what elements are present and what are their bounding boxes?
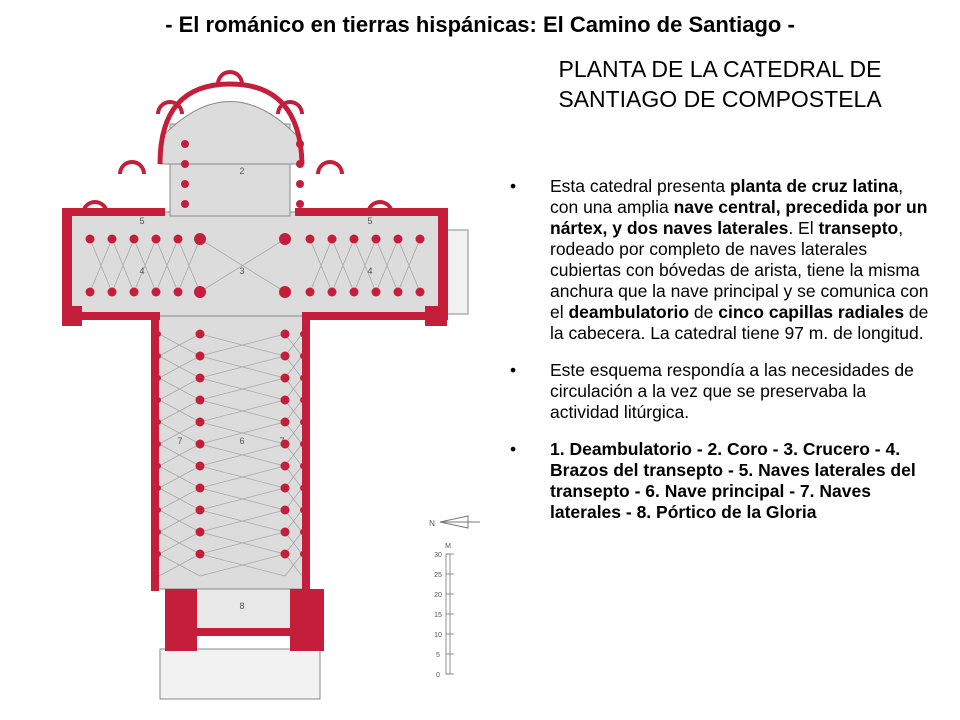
pier [300, 331, 306, 337]
pier [108, 288, 117, 297]
pier [350, 288, 359, 297]
label-nave: 6 [239, 436, 245, 446]
pier [394, 235, 403, 244]
pier [281, 330, 290, 339]
north-arrow [429, 516, 480, 528]
pier [152, 288, 161, 297]
pier [196, 550, 205, 559]
pier [196, 506, 205, 515]
pier [328, 235, 337, 244]
bold-run: cinco capillas radiales [718, 302, 905, 322]
pier [372, 235, 381, 244]
pier [155, 331, 161, 337]
scale-bar [434, 543, 454, 679]
text-run: . El [788, 218, 819, 238]
transept-nw-tower [62, 306, 82, 326]
pier [281, 374, 290, 383]
bold-run: transepto [818, 218, 899, 238]
scale-tick-label: 30 [434, 552, 442, 559]
pier [300, 485, 306, 491]
nw-tower [165, 589, 197, 651]
radiating-chapel [118, 160, 146, 174]
pier [86, 235, 95, 244]
pier [196, 330, 205, 339]
pier [328, 288, 337, 297]
transept-ne-tower [425, 306, 447, 326]
pier [181, 140, 189, 148]
pier [279, 233, 291, 245]
pier [296, 160, 304, 168]
pier [416, 288, 425, 297]
pier [155, 441, 161, 447]
pier [155, 529, 161, 535]
pier [300, 529, 306, 535]
bullet-item-description [510, 176, 930, 344]
scale-unit: M [445, 543, 451, 550]
pier [130, 235, 139, 244]
pier [181, 160, 189, 168]
pier [196, 462, 205, 471]
scale-tick-label: 15 [434, 612, 442, 619]
pier [306, 235, 315, 244]
text-run: Este esquema respondía a las necesidades de circulación a la vez que se preservaba la actividad litúrgica. [550, 360, 914, 422]
west-steps [160, 649, 320, 699]
label-transept-left: 4 [139, 266, 145, 276]
radiating-chapel [316, 160, 344, 174]
pier [372, 288, 381, 297]
pier [281, 484, 290, 493]
pier [108, 235, 117, 244]
pier [196, 352, 205, 361]
pier [281, 352, 290, 361]
pier [155, 551, 161, 557]
pier [300, 441, 306, 447]
pier [281, 462, 290, 471]
pier [196, 418, 205, 427]
pier [281, 396, 290, 405]
pier [155, 353, 161, 359]
pier [281, 528, 290, 537]
sw-tower [290, 589, 324, 651]
pier [281, 506, 290, 515]
pier [130, 288, 139, 297]
pier [300, 419, 306, 425]
pier [196, 440, 205, 449]
cathedral-floor-plan [20, 44, 500, 714]
bullet-icon [510, 439, 540, 460]
pier [300, 551, 306, 557]
pier [196, 484, 205, 493]
label-aisle-left: 5 [139, 216, 145, 226]
pier [300, 463, 306, 469]
scale-tick-label: 0 [436, 672, 440, 679]
bold-run: deambulatorio [568, 302, 690, 322]
pier [181, 180, 189, 188]
pier [306, 288, 315, 297]
pier [155, 419, 161, 425]
pier [300, 397, 306, 403]
legend-text: 1. Deambulatorio - 2. Coro - 3. Crucero - 4. Brazos del transepto - 5. Naves laterales del transepto - 6. Nave principal - 7. Naves laterales - 8. Pórtico de la Gloria [550, 439, 916, 522]
pier [296, 180, 304, 188]
transept-east-end [438, 208, 448, 320]
pier [155, 397, 161, 403]
pier [155, 485, 161, 491]
pier [300, 353, 306, 359]
pier [194, 286, 206, 298]
bullet-list [510, 176, 930, 539]
pier [181, 200, 189, 208]
scale-tick-label: 5 [436, 652, 440, 659]
pier [279, 286, 291, 298]
slide-subtitle: PLANTA DE LA CATEDRAL DE SANTIAGO DE COMPOSTELA [558, 56, 882, 112]
pier [196, 528, 205, 537]
pier [394, 288, 403, 297]
text-run: , rodeado por completo de naves laterales cubiertas con bóvedas de arista, tiene la misma anchura que la nave principal y se comunica con el [550, 218, 929, 322]
pier [350, 235, 359, 244]
pier [152, 235, 161, 244]
transept-south-wall-r [302, 312, 445, 320]
label-portico: 8 [239, 601, 245, 611]
portico-floor [195, 589, 305, 631]
transept-floor [70, 212, 440, 316]
text-run: de la cabecera. La catedral tiene 97 m. de longitud. [550, 302, 929, 343]
pier [296, 140, 304, 148]
scale-tick-label: 25 [434, 572, 442, 579]
bold-run: nave central, precedida por un nártex, y dos naves laterales [550, 197, 928, 238]
pier [196, 396, 205, 405]
pier [155, 375, 161, 381]
pier [281, 550, 290, 559]
transept-north-wall [65, 208, 165, 216]
west-facade [197, 628, 292, 636]
pier [155, 463, 161, 469]
floor-plan-drawing [20, 44, 500, 714]
pier [174, 235, 183, 244]
plan-floor [70, 102, 468, 700]
scale-tick-label: 20 [434, 592, 442, 599]
bullet-icon [510, 360, 540, 381]
pier [300, 507, 306, 513]
text-run: , con una amplia [550, 176, 904, 217]
pier [86, 288, 95, 297]
pier [194, 233, 206, 245]
bold-run: planta de cruz latina [729, 176, 899, 196]
pier [296, 200, 304, 208]
label-nave-aisle-left: 7 [177, 436, 183, 446]
pier [174, 288, 183, 297]
bullet-icon [510, 176, 540, 197]
label-aisle-right: 5 [367, 216, 373, 226]
pier [281, 418, 290, 427]
label-nave-aisle-right: 7 [279, 436, 285, 446]
pier [155, 507, 161, 513]
north-label: N [429, 519, 435, 528]
scale-tick-label: 10 [434, 632, 442, 639]
pier [300, 375, 306, 381]
transept-west-end [62, 208, 72, 320]
pier [196, 374, 205, 383]
pier [416, 235, 425, 244]
bullet-item-legend [510, 439, 930, 523]
label-crossing: 3 [239, 266, 245, 276]
slide-title: - El románico en tierras hispánicas: El Camino de Santiago - [165, 12, 795, 37]
label-transept-right: 4 [367, 266, 373, 276]
text-run: Esta catedral presenta [550, 176, 730, 196]
bullet-item-circulation [510, 360, 930, 423]
text-run: de [689, 302, 719, 322]
label-choir: 2 [239, 166, 245, 176]
